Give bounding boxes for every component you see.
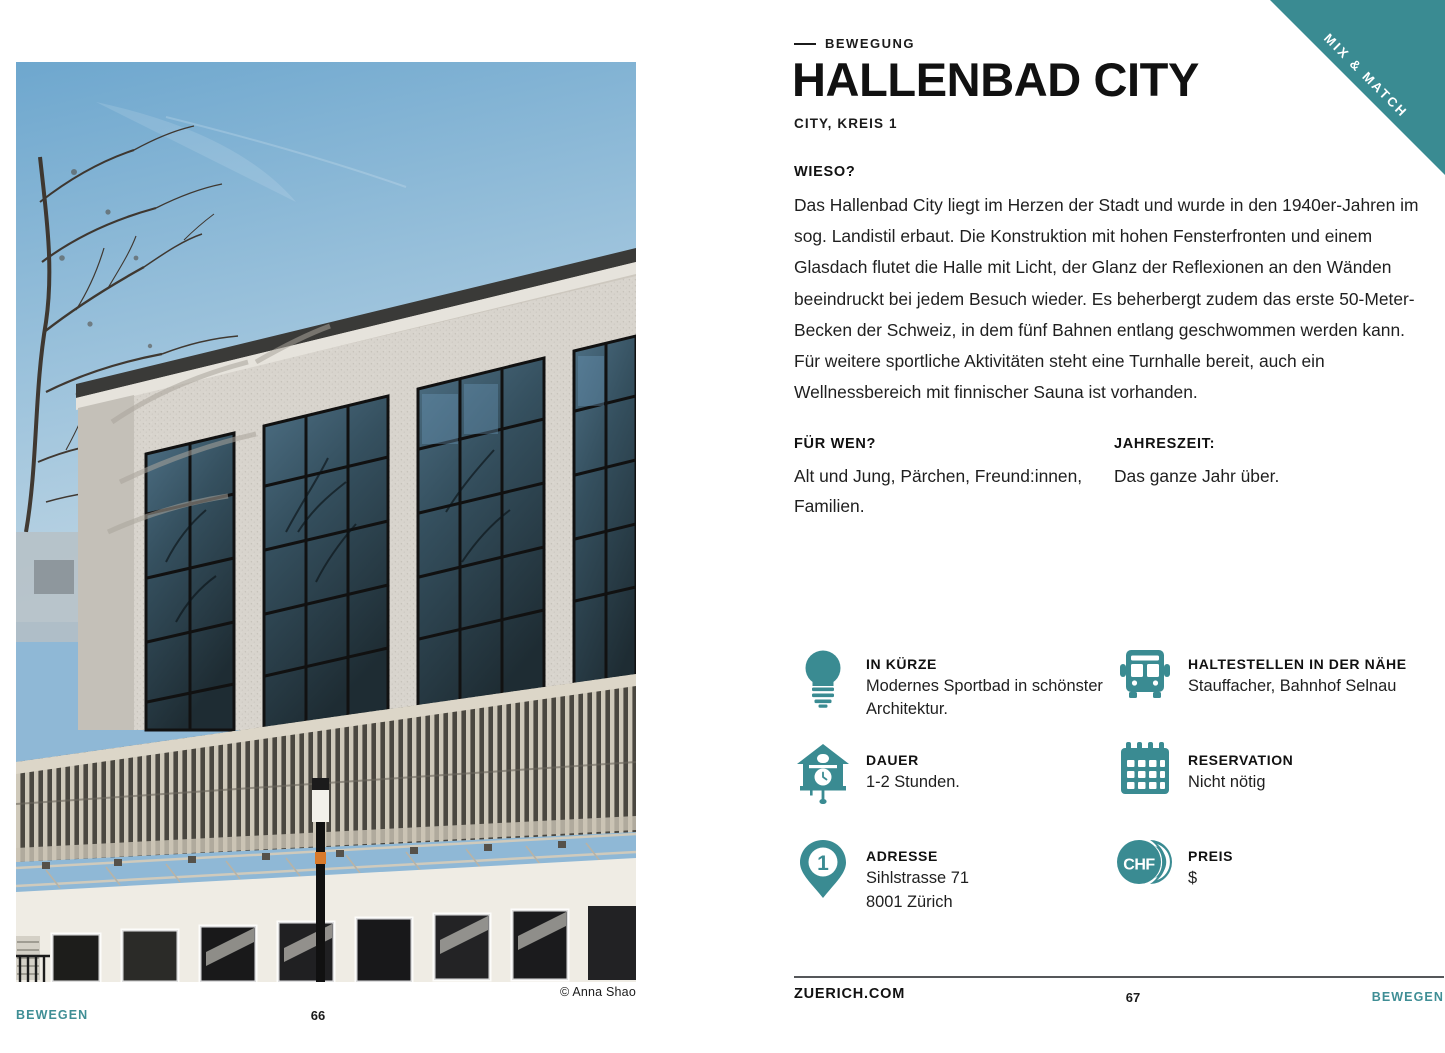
lightbulb-icon [794, 646, 852, 718]
jahreszeit-heading: JAHRESZEIT: [1114, 436, 1216, 452]
info-value-adresse-line2: 8001 Zürich [866, 892, 953, 911]
info-item-reservation [1116, 742, 1438, 838]
info-text-reservation [1188, 742, 1293, 794]
info-text-adresse [866, 838, 969, 913]
info-text-dauer [866, 742, 960, 794]
page-title: HALLENBAD CITY [792, 53, 1199, 106]
info-item-haltestellen [1116, 646, 1438, 742]
page-subtitle: CITY, KREIS 1 [794, 116, 898, 131]
jahreszeit-body: Das ganze Jahr über. [1114, 466, 1280, 486]
info-text-in-kuerze [866, 646, 1116, 720]
map-pin-icon [794, 838, 852, 910]
info-item-in-kuerze [794, 646, 1116, 742]
footer-divider [794, 976, 1444, 978]
info-value-in-kuerze: Modernes Sportbad in schönster Architektur. [866, 677, 1103, 718]
fuer-wen-body: Alt und Jung, Pärchen, Freund:innen, Familien. [794, 466, 1083, 516]
info-label-adresse: ADRESSE [866, 848, 938, 864]
info-text-haltestellen [1188, 646, 1407, 698]
right-page [722, 0, 1445, 1053]
page-number-right: 67 [1125, 990, 1141, 1005]
left-page [0, 0, 722, 1053]
chf-coin-icon [1116, 838, 1174, 910]
hero-photo [16, 62, 636, 982]
category-kicker [794, 36, 915, 51]
left-page-footer [16, 1008, 636, 1030]
wieso-body: Das Hallenbad City liegt im Herzen der Stadt und wurde in den 1940er-Jahren im sog. Landistil erbaut. Die Konstruktion mit hohen Fensterfronten und einem Glasdach flutet die Halle mit Licht, der Glanz der Reflexionen an den Wänden beeindruckt bei jedem Besuch wieder. Es beherbergt zudem das erste 50-Meter-Becken der Schweiz, in dem fünf Bahnen entlang geschwommen werden kann. Für weitere sportliche Aktivitäten steht eine Turnhalle bereit, auch ein Wellnessbereich mit finnischer Sauna ist vorhanden. [794, 195, 1419, 403]
info-label-haltestellen: HALTESTELLEN IN DER NÄHE [1188, 656, 1407, 672]
page-number-left: 66 [310, 1008, 326, 1023]
calendar-icon [1116, 742, 1174, 814]
kicker-dash-icon [794, 43, 816, 45]
footer-url[interactable]: ZUERICH.COM [794, 986, 906, 1002]
ribbon-label: MIX & MATCH [1321, 30, 1411, 121]
info-label-dauer: DAUER [866, 752, 919, 768]
info-value-dauer: 1-2 Stunden. [866, 773, 960, 791]
chf-coin-label: CHF [1123, 856, 1155, 874]
info-item-adresse [794, 838, 1116, 934]
cuckoo-clock-icon [794, 742, 852, 814]
right-page-footer [794, 986, 1444, 1016]
info-fact-grid [794, 646, 1444, 934]
info-item-dauer [794, 742, 1116, 838]
info-value-reservation: Nicht nötig [1188, 773, 1266, 791]
wieso-heading: WIESO? [794, 164, 856, 180]
bus-icon [1116, 646, 1174, 718]
ribbon-triangle [1270, 0, 1445, 175]
info-label-in-kuerze: IN KÜRZE [866, 656, 937, 672]
info-value-adresse-line1: Sihlstrasse 71 [866, 869, 969, 887]
mix-and-match-ribbon [1270, 0, 1445, 175]
footer-section-left: BEWEGEN [16, 1008, 89, 1022]
photo-credit: © Anna Shao [559, 985, 636, 999]
column-jahreszeit [1114, 436, 1434, 521]
info-value-preis: $ [1188, 869, 1198, 887]
detail-columns [794, 436, 1434, 521]
column-fuer-wen [794, 436, 1114, 521]
info-label-preis: PREIS [1188, 848, 1234, 864]
footer-section-right: BEWEGEN [1371, 990, 1444, 1004]
fuer-wen-heading: FÜR WEN? [794, 436, 877, 452]
info-value-haltestellen: Stauffacher, Bahnhof Selnau [1188, 677, 1397, 695]
info-label-reservation: RESERVATION [1188, 752, 1294, 768]
info-item-preis [1116, 838, 1438, 934]
kicker-label: BEWEGUNG [825, 36, 915, 51]
info-text-preis [1188, 838, 1233, 890]
map-pin-number: 1 [817, 852, 829, 875]
